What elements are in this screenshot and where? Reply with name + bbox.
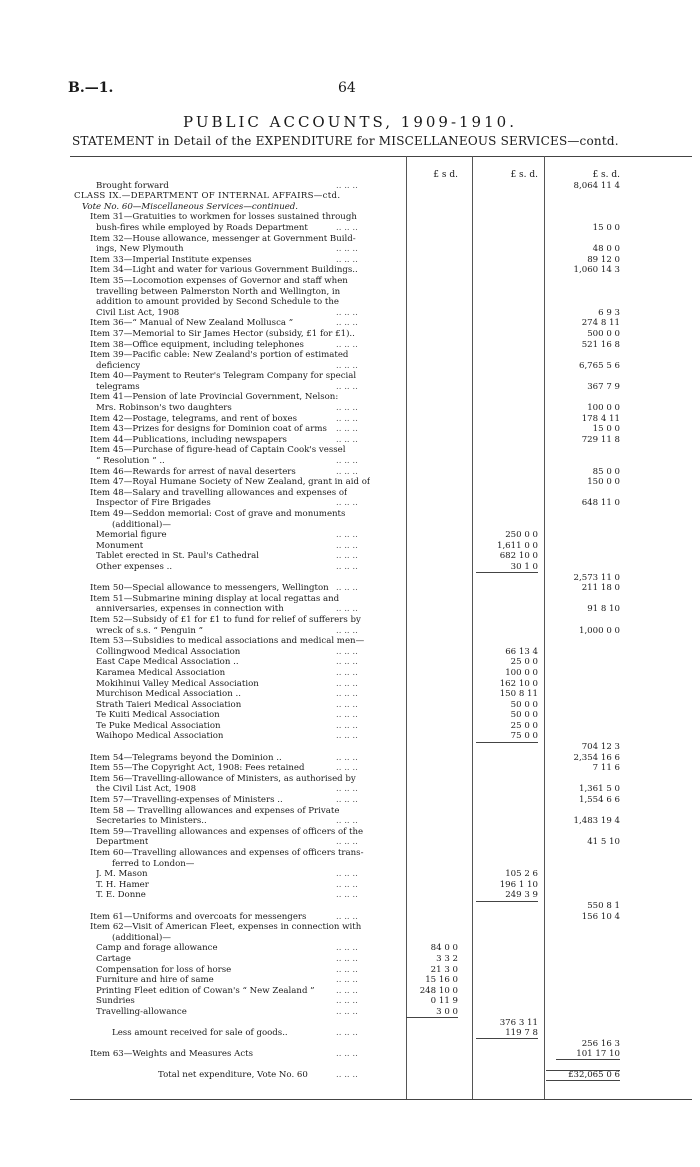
row-description: Item 37—Memorial to Sir James Hector (subsidy, £1 for £1).. [90,328,355,339]
table-row [74,202,692,213]
row-description: CLASS IX.—DEPARTMENT OF INTERNAL AFFAIRS—ctd. [74,191,341,202]
row-description: Camp and forage allowance [96,943,218,954]
row-description: Sundries [96,996,135,1007]
row-description: Item 57—Travelling-expenses of Ministers .. [90,795,283,806]
top-rule [70,156,692,157]
row-description: Cartage [96,953,131,964]
table-row [74,943,692,954]
table-row [74,890,692,901]
amount-c3: 8,064 11 4 [573,180,620,191]
amount-c3: 15 0 0 [592,424,620,435]
table-row [74,922,692,933]
leader-dots: .. .. .. [336,667,358,678]
row-description: Civil List Act, 1908 [96,307,180,318]
row-description: (additional)— [112,932,171,943]
table-row [74,869,692,880]
table-row [74,308,692,319]
row-description: “ Resolution ” .. [96,456,165,467]
table-row [74,287,692,298]
amount-c3: 550 8 1 [587,900,620,911]
amount-c3: 1,483 19 4 [573,816,620,827]
amount-c3: 89 12 0 [587,254,620,265]
table-row [74,1039,692,1050]
row-description: Compensation for loss of horse [96,964,232,975]
table-row [74,414,692,425]
table-row [74,520,692,531]
row-description: Item 49—Seddon memorial: Cost of grave and monuments [90,509,346,519]
row-description: T. E. Donne [96,890,146,901]
amount-c3: 101 17 10 [576,1049,620,1060]
amount-c1: 84 0 0 [430,943,458,954]
row-description: Furniture and hire of same [96,975,214,986]
row-description: Item 31—Gratuities to workmen for losses sustained through [90,212,357,223]
leader-dots: .. .. .. [336,1006,358,1017]
table-row [74,753,692,764]
leader-dots: .. .. .. [336,604,358,615]
amount-c3: 100 0 0 [587,403,620,414]
column-header-3: £ s. d. [592,170,620,180]
table-row [74,647,692,658]
column-header-2: £ s. d. [510,170,538,180]
amount-c2: 50 0 0 [510,699,538,710]
row-description: Item 34—Light and water for various Government Buildings.. [90,265,358,276]
amount-c3: 2,573 11 0 [573,572,620,583]
table-row [74,223,692,234]
leader-dots: .. .. .. [336,953,358,964]
amount-c3: 211 18 0 [581,583,620,594]
amount-c3: 85 0 0 [592,466,620,477]
leader-dots: .. .. .. [336,339,358,350]
leader-dots: .. .. .. [336,424,358,435]
leader-dots: .. .. .. [336,530,358,541]
amount-c2: 50 0 0 [510,710,538,721]
table-row [74,859,692,870]
leader-dots: .. .. .. [336,1049,358,1060]
amount-c3: 41 5 10 [587,837,620,848]
amount-c2: 682 10 0 [499,551,538,562]
leader-dots: .. .. .. [336,254,358,265]
table-row [74,329,692,340]
amount-c2: 105 2 6 [505,869,538,880]
table-row [74,700,692,711]
table-row [74,361,692,372]
leader-dots: .. .. .. [336,752,358,763]
row-description: (additional)— [112,519,171,530]
table-row [74,1049,692,1060]
table-row [74,912,692,923]
leader-dots: .. .. .. [336,180,358,191]
column-headers [74,170,692,181]
table-row [74,1060,692,1071]
row-description: Printing Fleet edition of Cowan's “ New Zealand ” [96,985,315,996]
row-description: Less amount received for sale of goods.. [112,1028,288,1039]
amount-c2: 196 1 10 [499,879,538,890]
row-description: ferred to London— [112,858,195,869]
amount-c3: 1,000 0 0 [578,625,620,636]
row-description: Tablet erected in St. Paul's Cathedral [96,551,259,562]
table-row [74,456,692,467]
row-description: Item 45—Purchase of figure-head of Captain Cook's vessel [90,445,346,456]
leader-dots: .. .. .. [336,540,358,551]
amount-c3: 2,354 16 6 [573,752,620,763]
amount-c3: 91 8 10 [587,604,620,615]
amount-c2: 30 1 0 [510,561,538,572]
amount-c3: 256 16 3 [581,1038,620,1049]
row-description: Item 42—Postage, telegrams, and rent of boxes [90,413,298,424]
row-description: Secretaries to Ministers.. [96,816,207,827]
leader-dots: .. .. .. [336,244,358,255]
table-rows [74,181,692,1081]
row-description: Item 61—Uniforms and overcoats for messengers [90,911,307,922]
table-row [74,689,692,700]
amount-c2: 119 7 8 [505,1028,538,1039]
table-row [74,837,692,848]
table-row [74,901,692,912]
table-row [74,679,692,690]
row-description: Item 32—House allowance, messenger at Government Build- [90,233,356,244]
row-description: Item 56—Travelling-allowance of Ministers, as authorised by [90,773,356,784]
amount-c2: 100 0 0 [505,667,538,678]
row-description: J. M. Mason [96,869,148,880]
table-row [74,742,692,753]
leader-dots: .. .. .. [336,720,358,731]
row-description: East Cape Medical Association .. [96,657,239,668]
leader-dots: .. .. .. [336,731,358,742]
amount-c3: 274 8 11 [581,318,620,329]
row-description: Item 39—Pacific cable: New Zealand's portion of estimated [90,350,349,361]
amount-c1: 248 10 0 [419,985,458,996]
amount-c1: 21 3 0 [430,964,458,975]
row-description: Item 47—Royal Humane Society of New Zealand, grant in aid of [90,477,371,488]
table-row [74,445,692,456]
table-row [74,255,692,266]
amount-c3: 48 0 0 [592,244,620,255]
column-header-1: £ s d. [433,170,458,180]
table-row [74,467,692,478]
leader-dots: .. .. .. [336,1028,358,1039]
leader-dots: .. .. .. [336,943,358,954]
leader-dots: .. .. .. [336,625,358,636]
table-row [74,604,692,615]
row-description: Item 35—Locomotion expenses of Governor and staff when [90,275,348,286]
table-row [74,371,692,382]
page-number: 64 [338,80,356,96]
row-description: Item 54—Telegrams beyond the Dominion .. [90,752,282,763]
row-description: Travelling-allowance [96,1006,187,1017]
row-description: Item 44—Publications, including newspapers [90,434,287,445]
amount-c3: 156 10 4 [581,911,620,922]
amount-c2: 250 0 0 [505,530,538,541]
amount-c3: 500 0 0 [587,328,620,339]
amount-c1: 3 0 0 [436,1006,458,1017]
row-description: Collingwood Medical Association [96,646,241,657]
amount-c3: 367 7 9 [587,381,620,392]
table-row [74,816,692,827]
amount-c3: 1,554 6 6 [578,795,620,806]
row-description: wreck of s.s. “ Penguin ” [96,625,203,636]
table-row [74,1070,692,1081]
table-row [74,1028,692,1039]
table-row [74,382,692,393]
row-description: bush-fires while employed by Roads Department [96,222,308,233]
amount-c2: 150 8 11 [499,689,538,700]
leader-dots: .. .. .. [336,498,358,509]
table-row [74,594,692,605]
table-row [74,827,692,838]
table-row [74,996,692,1007]
table-row [74,1007,692,1018]
amount-c3: 7 11 6 [592,763,620,774]
table-row [74,350,692,361]
row-description: Item 59—Travelling allowances and expenses of officers of the [90,826,364,837]
leader-dots: .. .. .. [336,413,358,424]
leader-dots: .. .. .. [336,403,358,414]
table-row [74,562,692,573]
amount-c2: 75 0 0 [510,731,538,742]
table-row [74,403,692,414]
amount-c2: 249 3 9 [505,890,538,901]
leader-dots: .. .. .. [336,890,358,901]
bottom-rule [70,1099,692,1100]
leader-dots: .. .. .. [336,434,358,445]
row-description: Vote No. 60—Miscellaneous Services—continued. [82,201,299,212]
table-row [74,848,692,859]
amount-c3: £32,065 0 6 [546,1070,620,1081]
row-description: Item 51—Submarine mining display at local regattas and [90,593,340,604]
table-row [74,181,692,192]
table-row [74,530,692,541]
table-row [74,191,692,202]
amount-c3: 6,765 5 6 [578,360,620,371]
row-description: Item 48—Salary and travelling allowances and expenses of [90,487,348,498]
amount-c3: 150 0 0 [587,477,620,488]
leader-dots: .. .. .. [336,583,358,594]
row-description: the Civil List Act, 1908 [96,784,197,795]
amount-c2: 25 0 0 [510,720,538,731]
table-row [74,212,692,223]
table-row [74,668,692,679]
row-description: T. H. Hamer [96,879,149,890]
leader-dots: .. .. .. [336,222,358,233]
row-description: Inspector of Fire Brigades [96,498,211,509]
row-description: Item 33—Imperial Institute expenses [90,254,252,265]
row-description: Item 60—Travelling allowances and expenses of officers trans- [90,848,364,858]
leader-dots: .. .. .. [336,456,358,467]
row-description: Te Kuiti Medical Association [96,710,220,721]
leader-dots: .. .. .. [336,996,358,1007]
row-description: Mokihinui Valley Medical Association [96,678,259,689]
table-row [74,774,692,785]
row-description: deficiency [96,360,141,371]
table-row [74,318,692,329]
amount-c3: 648 11 0 [581,498,620,509]
amount-c3: 15 0 0 [592,222,620,233]
row-description: telegrams [96,381,140,392]
table-row [74,975,692,986]
row-description: Item 38—Office equipment, including telephones [90,339,304,350]
row-description: Item 43—Prizes for designs for Dominion coat of arms [90,424,327,435]
table-row [74,244,692,255]
amount-c3: 521 16 8 [581,339,620,350]
row-description: anniversaries, expenses in connection with [96,604,284,615]
row-description: Brought forward [96,180,169,191]
leader-dots: .. .. .. [336,646,358,657]
row-description: ings, New Plymouth [96,244,184,255]
leader-dots: .. .. .. [336,307,358,318]
row-description: Mrs. Robinson's two daughters [96,403,232,414]
table-row [74,488,692,499]
amount-c3: 6 9 3 [598,307,620,318]
leader-dots: .. .. .. [336,911,358,922]
leader-dots: .. .. .. [336,795,358,806]
row-description: addition to amount provided by Second Schedule to the [96,297,339,308]
page-title: PUBLIC ACCOUNTS, 1909-1910. [183,113,517,131]
table-row [74,340,692,351]
row-description: Item 58 — Travelling allowances and expenses of Private [90,805,340,816]
table-row [74,509,692,520]
leader-dots: .. .. .. [336,318,358,329]
row-description: Department [96,837,149,848]
amount-c1: 3 3 2 [436,953,458,964]
row-description: Item 41—Pension of late Provincial Government, Nelson: [90,392,339,403]
table-row [74,573,692,584]
amount-c2: 1,611 0 0 [496,540,538,551]
amount-c3: 1,361 5 0 [578,784,620,795]
row-description: Waihopo Medical Association [96,731,224,742]
table-row [74,1018,692,1029]
table-row [74,615,692,626]
table-row [74,626,692,637]
leader-dots: .. .. .. [336,985,358,996]
leader-dots: .. .. .. [336,975,358,986]
leader-dots: .. .. .. [336,837,358,848]
leader-dots: .. .. .. [336,816,358,827]
table-row [74,933,692,944]
amount-c2: 25 0 0 [510,657,538,668]
amount-c3: 178 4 11 [581,413,620,424]
row-description: Monument [96,540,144,551]
table-row [74,657,692,668]
table-row [74,583,692,594]
amount-c1: 0 11 9 [430,996,458,1007]
row-description: Item 62—Visit of American Fleet, expenses in connection with [90,922,362,933]
leader-dots: .. .. .. [336,551,358,562]
row-description: Item 55—The Copyright Act, 1908: Fees retained [90,763,305,774]
row-description: Item 52—Subsidy of £1 for £1 to fund for relief of sufferers by [90,614,361,625]
table-row [74,784,692,795]
leader-dots: .. .. .. [336,689,358,700]
row-description: Item 50—Special allowance to messengers, Wellington [90,583,329,594]
amount-c3: 704 12 3 [581,742,620,753]
amount-c2: 376 3 11 [499,1017,538,1028]
row-description: Other expenses .. [96,561,173,572]
leader-dots: .. .. .. [336,879,358,890]
table-row [74,234,692,245]
row-description: Te Puke Medical Association [96,720,221,731]
leader-dots: .. .. .. [336,964,358,975]
leader-dots: .. .. .. [336,678,358,689]
leader-dots: .. .. .. [336,657,358,668]
table-row [74,551,692,562]
table-row [74,710,692,721]
amount-c2: 66 13 4 [505,646,538,657]
expenditure-table [74,170,692,1081]
table-row [74,392,692,403]
row-description: Strath Taieri Medical Association [96,699,242,710]
leader-dots: .. .. .. [336,381,358,392]
table-row [74,477,692,488]
table-row [74,541,692,552]
row-description: Murchison Medical Association .. [96,689,241,700]
table-row [74,498,692,509]
amount-c3: 729 11 8 [581,434,620,445]
leader-dots: .. .. .. [336,784,358,795]
table-row [74,954,692,965]
table-row [74,721,692,732]
table-row [74,297,692,308]
table-row [74,276,692,287]
table-row [74,424,692,435]
leader-dots: .. .. .. [336,710,358,721]
table-row [74,965,692,976]
amount-c3: 1,060 14 3 [573,265,620,276]
table-row [74,880,692,891]
leader-dots: .. .. .. [336,1070,358,1081]
leader-dots: .. .. .. [336,561,358,572]
table-row [74,435,692,446]
amount-c2: 162 10 0 [499,678,538,689]
table-row [74,763,692,774]
row-description: Total net expenditure, Vote No. 60 [158,1070,308,1081]
row-description: Item 63—Weights and Measures Acts [90,1049,254,1060]
table-row [74,731,692,742]
leader-dots: .. .. .. [336,360,358,371]
table-row [74,265,692,276]
row-description: Item 46—Rewards for arrest of naval deserters [90,466,296,477]
leader-dots: .. .. .. [336,763,358,774]
amount-c1: 15 16 0 [425,975,458,986]
leader-dots: .. .. .. [336,699,358,710]
row-description: Memorial figure [96,530,167,541]
page-subtitle: STATEMENT in Detail of the EXPENDITURE for MISCELLANEOUS SERVICES—contd. [72,134,619,148]
table-row [74,986,692,997]
leader-dots: .. .. .. [336,869,358,880]
table-row [74,795,692,806]
row-description: Item 40—Payment to Reuter's Telegram Company for special [90,371,357,382]
row-description: Karamea Medical Association [96,667,226,678]
leader-dots: .. .. .. [336,466,358,477]
row-description: travelling between Palmerston North and Wellington, in [96,286,341,297]
table-row [74,806,692,817]
row-description: Item 53—Subsidies to medical associations and medical men— [90,636,365,647]
document-code: B.—1. [68,80,114,96]
row-description: Item 36—“ Manual of New Zealand Mollusca ” [90,318,294,329]
table-row [74,636,692,647]
